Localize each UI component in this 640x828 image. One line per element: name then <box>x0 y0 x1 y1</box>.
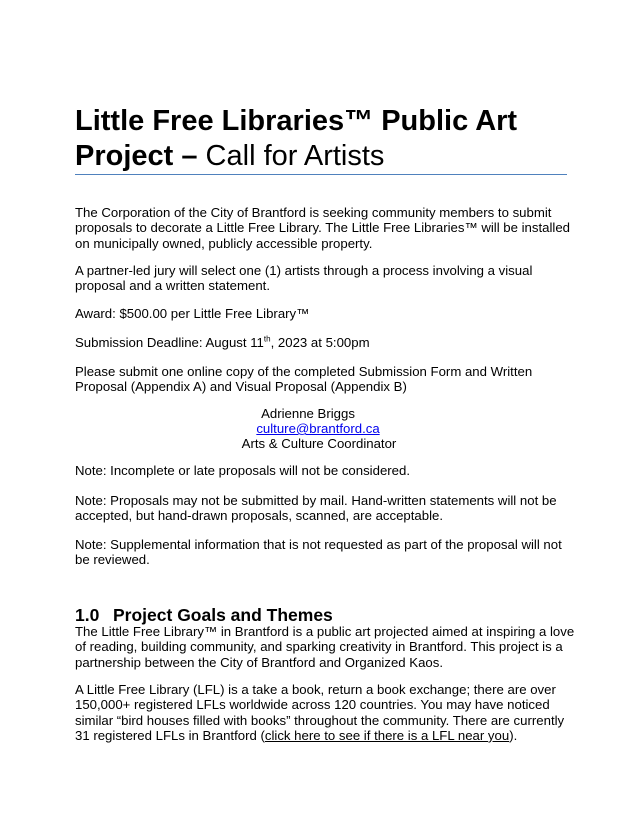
contact-email-wrap <box>168 421 468 436</box>
note-late: Note: Incomplete or late proposals will not be considered. <box>75 463 410 478</box>
deadline-ordinal: th <box>263 334 271 344</box>
note-supplemental: Note: Supplemental information that is not requested as part of the proposal will not be reviewed. <box>75 537 562 568</box>
award-line: Award: $500.00 per Little Free Library™ <box>75 306 310 321</box>
title-bold-line2: Project – <box>75 140 198 172</box>
title-subtitle: Call for Artists <box>197 140 385 172</box>
deadline-line <box>75 335 575 350</box>
title-divider <box>75 174 567 175</box>
section-title: Project Goals and Themes <box>113 605 333 625</box>
contact-email-link[interactable]: culture@brantford.ca <box>256 421 380 436</box>
jury-paragraph: A partner-led jury will select one (1) artists through a process involving a visual proposal and a written statement. <box>75 263 533 294</box>
section-heading-project-goals <box>75 605 333 625</box>
lfl-map-link[interactable]: click here to see if there is a LFL near you <box>264 727 510 743</box>
section1-paragraph1: The Little Free Library™ in Brantford is a public art projected aimed at inspiring a love of reading, building community, and sparking creativity in Brantford. This project is a partnership between the City of Brantford and Organized Kaos. <box>75 624 575 670</box>
section1-paragraph2-end: ). <box>509 727 518 743</box>
section-number: 1.0 <box>75 605 100 625</box>
contact-name: Adrienne Briggs <box>261 406 355 421</box>
section1-paragraph2-text: A Little Free Library (LFL) is a take a book, return a book exchange; there are over 150,000+ registered LFLs worldwide across 120 countries. You may have noticed similar “bird houses filled with books” throughout the community. There are currently 31 registered LFLs in Brantford ( <box>75 682 565 743</box>
deadline-suffix: , 2023 at 5:00pm <box>270 335 370 350</box>
title-bold-line1: Little Free Libraries™ Public Art <box>75 105 518 137</box>
section1-paragraph2 <box>75 682 575 743</box>
contact-role: Arts & Culture Coordinator <box>241 436 397 451</box>
document-title <box>75 104 575 174</box>
submission-instructions: Please submit one online copy of the completed Submission Form and Written Proposal (Appendix A) and Visual Proposal (Appendix B) <box>75 364 533 395</box>
deadline-prefix: Submission Deadline: August 11 <box>75 335 264 350</box>
intro-paragraph: The Corporation of the City of Brantford is seeking community members to submit proposals to decorate a Little Free Library. The Little Free Libraries™ will be installed on municipally owned, publicly accessible property. <box>75 205 571 251</box>
note-mail: Note: Proposals may not be submitted by mail. Hand-written statements will not be accepted, but hand-drawn proposals, scanned, are acceptable. <box>75 493 557 524</box>
